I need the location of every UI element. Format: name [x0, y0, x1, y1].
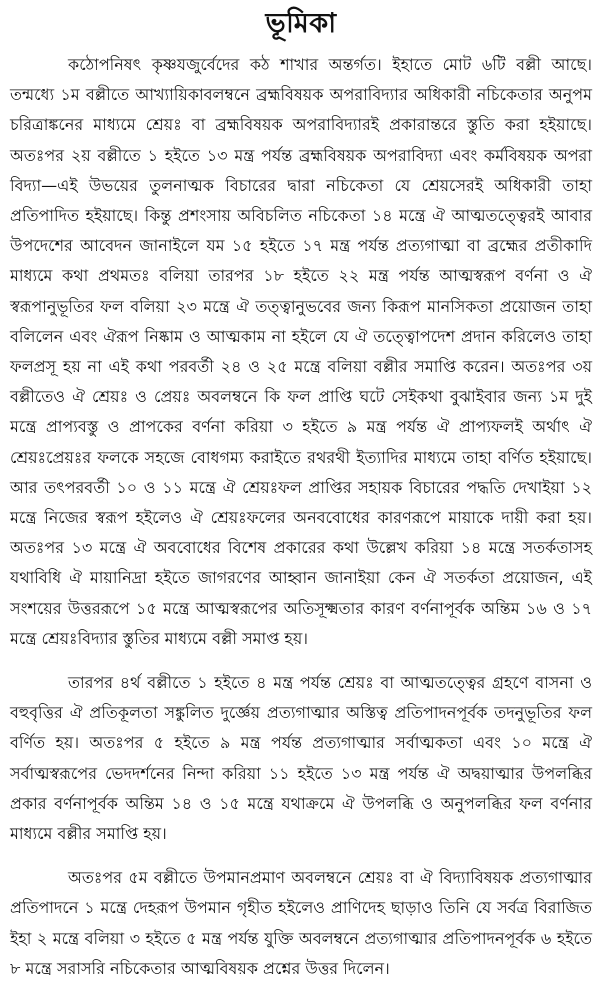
paragraph-3: অতঃপর ৫ম বল্লীতে উপমানপ্রমাণ অবলম্বনে শ্রেয়ঃ বা ঐ বিদ্যাবিষয়ক প্রত্যগাত্মার প্রতিপাদনে ১ মন্ত্রে দেহরূপ উপমান গৃহীত হইলেও প্রাণিদেহ ছাড়াও তিনি যে সর্বত্র বিরাজিত ইহা ২ মন্ত্রে বলিয়া ৩ হইতে ৫ মন্ত্র পর্যন্ত যুক্তি অবলম্বনে প্রত্যগাত্মার প্রতিপাদনপূর্বক ৬ হইতে ৮ মন্ত্রে সরাসরি নচিকেতার আত্মবিষয়ক প্রশ্নের উত্তর দিলেন। [10, 868, 592, 978]
page-title: ভূমিকা [265, 8, 337, 39]
document-page [10, 0, 592, 978]
paragraph-2: তারপর ৪র্থ বল্লীতে ১ হইতে ৪ মন্ত্র পর্যন্ত শ্রেয়ঃ বা আত্মতত্ত্বের গ্রহণে বাসনা ও বহুবৃত্তির ঐ প্রতিকূলতা সঙ্কুলিত দুর্জ্ঞেয় প্রত্যগাত্মার অস্তিত্ব প্রতিপাদনপূর্বক তদনুভূতির ফল বর্ণিত হয়। অতঃপর ৫ হইতে ৯ মন্ত্র পর্যন্ত প্রত্যগাত্মার সর্বাত্মকতা এবং ১০ মন্ত্রে ঐ সর্বাত্মস্বরূপের ভেদদর্শনের নিন্দা করিয়া ১১ হইতে ১৩ মন্ত্র পর্যন্ত ঐ অদ্বয়াত্মার উপলব্ধির প্রকার বর্ণনাপূর্বক অন্তিম ১৪ ও ১৫ মন্ত্রে যথাক্রমে ঐ উপলব্ধি ও অনুপলব্ধির ফল বর্ণনার মাধ্যমে বল্লীর সমাপ্তি হয়। [10, 673, 592, 844]
paragraph-1: কঠোপনিষৎ কৃষ্ণযজুর্বেদের কঠ শাখার অন্তর্গত। ইহাতে মোট ৬টি বল্লী আছে। তন্মধ্যে ১ম বল্লীতে আখ্যায়িকাবলম্বনে ব্রহ্মবিষয়ক অপরাবিদ্যার অধিকারী নচিকেতার অনুপম চরিত্রাঙ্কনের মাধ্যমে শ্রেয়ঃ বা ব্রহ্মবিষয়ক অপরাবিদ্যারই প্রকারান্তরে স্তুতি করা হইয়াছে। অতঃপর ২য় বল্লীতে ১ হইতে ১৩ মন্ত্র পর্যন্ত ব্রহ্মবিষয়ক অপরাবিদ্যা এবং কর্মবিষয়ক অপরা বিদ্যা—এই উভয়ের তুলনাত্মক বিচারের দ্বারা নচিকেতা যে শ্রেয়সেরই অধিকারী তাহা প্রতিপাদিত হইয়াছে। কিন্তু প্রশংসায় অবিচলিত নচিকেতা ১৪ মন্ত্রে ঐ আত্মতত্ত্বেরই আবার উপদেশের আবেদন জানাইলে যম ১৫ হইতে ১৭ মন্ত্র পর্যন্ত প্রত্যগাত্মা বা ব্রহ্মের প্রতীকাদি মাধ্যমে কথা প্রথমতঃ বলিয়া তারপর ১৮ হইতে ২২ মন্ত্র পর্যন্ত আত্মস্বরূপ বর্ণনা ও ঐ স্বরূপানুভূতির ফল বলিয়া ২৩ মন্ত্রে ঐ তত্ত্বানুভবের জন্য কিরূপ মানসিকতা প্রয়োজন তাহা বলিলেন এবং ঐরূপ নিষ্কাম ও আত্মকাম না হইলে যে ঐ তত্ত্বোপদেশ প্রদান করিলেও তাহা ফলপ্রসূ হয় না এই কথা পরবর্তী ২৪ ও ২৫ মন্ত্রে বলিয়া বল্লীর সমাপ্তি করেন। অতঃপর ৩য় বল্লীতেও ঐ শ্রেয়ঃ ও প্রেয়ঃ অবলম্বনে কি ফল প্রাপ্তি ঘটে সেইকথা বুঝাইবার জন্য ১ম দুই মন্ত্রে প্রাপ্যবস্তু ও প্রাপকের বর্ণনা করিয়া ৩ হইতে ৯ মন্ত্র পর্যন্ত ঐ প্রাপ্যফলই অর্থাৎ ঐ শ্রেয়ঃপ্রেয়ঃর ফলকে সহজে বোধগম্য করাইতে রথরথী ইত্যাদির মাধ্যমে তাহা বর্ণিত হইয়াছে। আর তৎপরবর্তী ১০ ও ১১ মন্ত্রে ঐ শ্রেয়ঃফল প্রাপ্তির সহায়ক বিচারের পদ্ধতি দেখাইয়া ১২ মন্ত্রে নিজের স্বরূপ হইলেও ঐ শ্রেয়ঃফলের অনববোধের কারণরূপে মায়াকে দায়ী করা হয়। অতঃপর ১৩ মন্ত্রে ঐ অববোধের বিশেষ প্রকারের কথা উল্লেখ করিয়া ১৪ মন্ত্রে সতর্কতাসহ যথাবিধি ঐ মায়ানিদ্রা হইতে জাগরণের আহ্বান জানাইয়া কেন ঐ সতর্কতা প্রয়োজন, এই সংশয়ের উত্তররূপে ১৫ মন্ত্রে আত্মস্বরূপের অতিসূক্ষ্মতার কারণ বর্ণনাপূর্বক অন্তিম ১৬ ও ১৭ মন্ত্রে শ্রেয়ঃবিদ্যার স্তুতির মাধ্যমে বল্লী সমাপ্ত হয়। [10, 55, 592, 648]
